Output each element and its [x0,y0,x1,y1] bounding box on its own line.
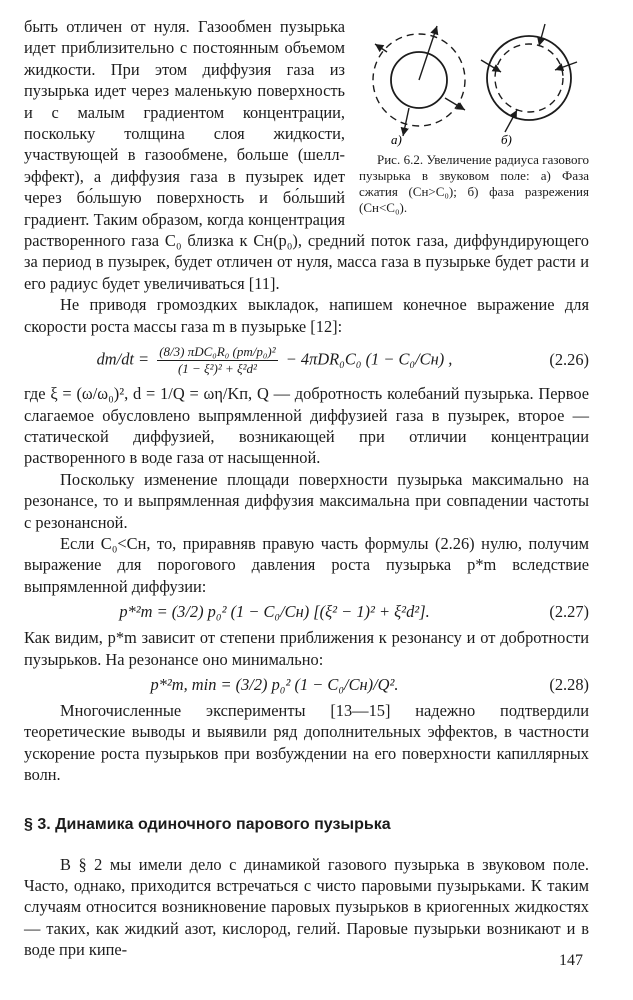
eq-226-number: (2.26) [549,350,589,370]
page-content [24,16,589,961]
eq-226-rest: − 4πDR₀C₀ (1 − C₀/Cн) , [285,348,453,368]
paragraph-5: Если C₀<Cн, то, приравняв правую часть формулы (2.26) нулю, получим выражение для порогового давления роста пузырька p*m вследствие выпрямленной диффузии: [24,533,589,596]
page-number: 147 [559,952,583,969]
fig-label-a: а) [391,132,402,147]
equation-2-26 [24,340,589,380]
equation-2-27 [24,600,589,624]
figure-6-2 [359,22,589,216]
paragraph-3: где ξ = (ω/ω₀)², d = 1/Q = ωη/Kп, Q — добротность колебаний пузырька. Первое слагаемое обусловлено выпрямленной диффузией газа в пузырек, второе — статической диффузией, возникающей при отличии концентрации растворенного в воде газа от насыщенной. [24,384,589,468]
bubble-diagram [359,22,589,150]
bubble-a [373,26,465,136]
eq-227-number: (2.27) [549,602,589,622]
paragraph-1: быть отличен от нуля. Газообмен пузырька идет приблизительно с постоянным объемом жидкости. При этом диффузия газа из пузырька идет через маленькую поверхность и с малым градиентом концентрации, поскольку толщина слоя жидкости, участвующей в газообмене, больше (шелл-эффект), а диффузия газа в пузырек идет через бо́льшую поверхность и бо́льший градиент. Таким образом, когда концентрация растворенного газа C₀ близка к Cн(p₀), средний поток газа, диффундирующего за период в пузырек, будет отличен от нуля, масса газа в пузырьке будет расти и его радиус будет увеличиваться [11]. [24,17,589,293]
equation-2-28 [24,673,589,697]
bubble-b [481,24,577,132]
figure-caption: Рис. 6.2. Увеличение радиуса газового пузырька в звуковом поле: а) Фаза сжатия (Cн>C₀); б) фаза разрежения (Cн<C₀). [359,152,589,215]
eq-228-body: p*²m, min = (3/2) p₀² (1 − C₀/Cн)/Q². [150,674,399,694]
paragraph-7: Многочисленные эксперименты [13—15] надежно подтвердили теоретические выводы и выявили ряд дополнительных эффектов, в частности ускорение роста пузырьков при возбуждении на его поверхности капиллярных волн. [24,700,589,785]
paragraph-6: Как видим, p*m зависит от степени приближения к резонансу и от добротности пузырьков. На резонансе оно минимально: [24,628,589,669]
eq-226-numerator: (8/3) πDC₀R₀ (pm/p₀)² [159,343,276,359]
eq-226-lhs: dm/dt = [96,348,150,368]
paragraph-4: Поскольку изменение площади поверхности пузырька максимально на резонансе, то и выпрямленная диффузия максимальна при совпадении частоты с резонансной. [24,469,589,532]
fig-label-b: б) [501,132,512,147]
eq-228-number: (2.28) [549,674,589,694]
paragraph-2: Не приводя громоздких выкладок, напишем конечное выражение для скорости роста массы газа m в пузырьке [12]: [24,295,589,336]
section-heading: § 3. Динамика одиночного парового пузырька [24,815,391,833]
eq-226-denominator: (1 − ξ²)² + ξ²d² [177,360,257,376]
eq-227-body: p*²m = (3/2) p₀² (1 − C₀/Cн) [(ξ² − 1)² + ξ²d²]. [119,602,430,622]
paragraph-8: В § 2 мы имели дело с динамикой газового пузырька в звуковом поле. Часто, однако, приходится встречаться с чисто паровыми пузырьками. К таким случаям относится возникновение паровых пузырьков в криогенных жидкостях — таких, как жидкий азот, кислород, гелий. Паровые пузырьки возникают и в воде при кипе- [24,854,589,960]
